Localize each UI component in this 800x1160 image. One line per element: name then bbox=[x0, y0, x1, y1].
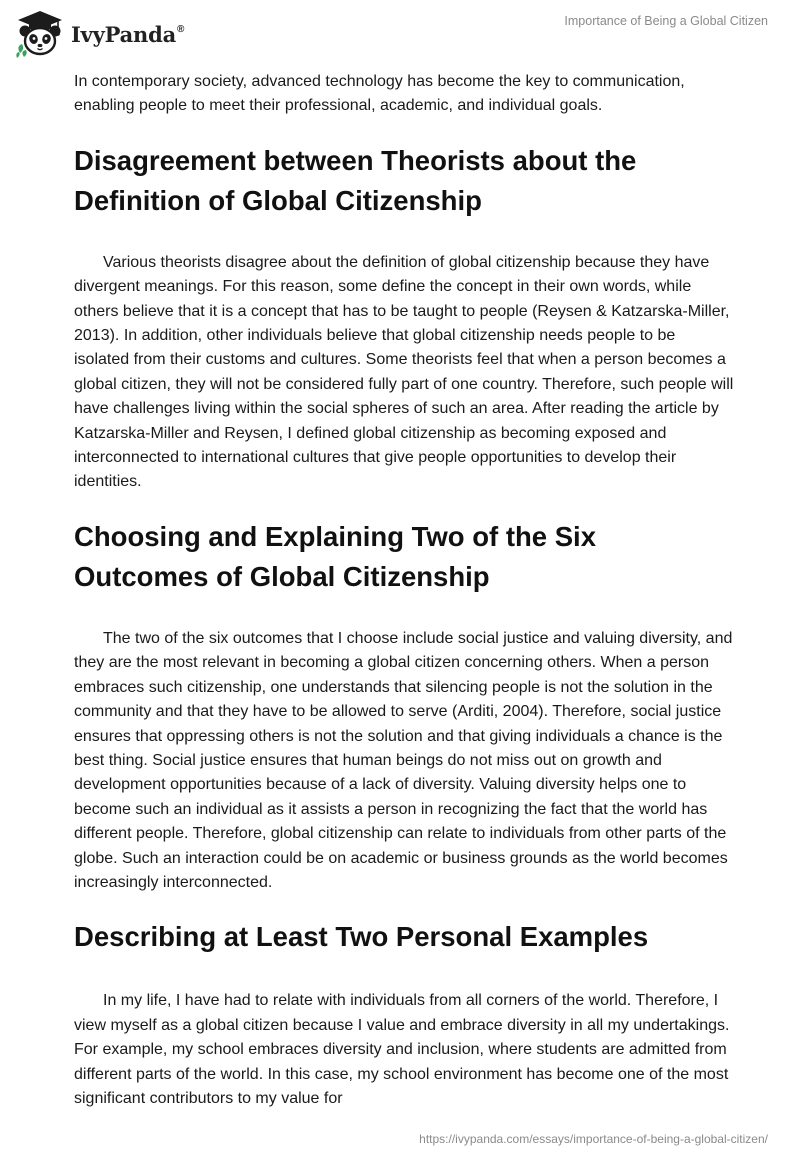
section-paragraph-theorists: Various theorists disagree about the definition of global citizenship because they have divergent meanings. For this reason, some define the concept in their own words, while others believe that it is a concept that has to be taught to people (Reysen & Katzarska-Miller, 2013). In addition, other individuals believe that global citizenship needs people to be isolated from their customs and cultures. Some theorists feel that when a person becomes a global citizen, they will not be considered fully part of one country. Therefore, such people will have challenges living within the social spheres of such an area. After reading the article by Katzarska-Miller and Reysen, I defined global citizenship as becoming exposed and interconnected to international cultures that give people opportunities to develop their identities. bbox=[74, 253, 734, 491]
section-heading-theorists: Disagreement between Theorists about the Definition of Global Citizenship bbox=[74, 144, 637, 216]
section-heading-outcomes: Choosing and Explaining Two of the Six Outcomes of Global Citizenship bbox=[74, 520, 596, 592]
essay-body bbox=[74, 70, 734, 1111]
panda-graduate-icon bbox=[14, 9, 66, 59]
intro-paragraph: In contemporary society, advanced technology has become the key to communication, enabling people to meet their professional, academic, and individual goals. bbox=[74, 73, 685, 115]
section-paragraph-personal-examples: In my life, I have had to relate with individuals from all corners of the world. Therefore, I view myself as a global citizen because I value and embrace diversity in all my undertakings. For example, my school embraces diversity and inclusion, where students are admitted from different parts of the world. In this case, my school environment has become one of the most significant contributors to my value for bbox=[74, 992, 730, 1107]
section-paragraph-outcomes: The two of the six outcomes that I choose include social justice and valuing diversity, and they are the most relevant in becoming a global citizen concerning others. When a person embraces such citizenship, one understands that silencing people is not the solution in the community and that they have to be allowed to serve (Arditi, 2004). Therefore, social justice ensures that oppressing others is not the solution and that giving individuals a chance is the best thing. Social justice ensures that human beings do not miss out on growth and development opportunities because of a lack of diversity. Valuing diversity helps one to become such an individual as it assists a person in recognizing the fact that the world has different people. Therefore, global citizenship can relate to individuals from other parts of the globe. Such an interaction could be on academic or business grounds as the world becomes increasingly interconnected. bbox=[74, 629, 733, 891]
essay-title-header: Importance of Being a Global Citizen bbox=[564, 14, 768, 28]
logo-wordmark: IvyPanda® bbox=[71, 21, 185, 47]
section-heading-personal-examples: Describing at Least Two Personal Examples bbox=[74, 921, 649, 953]
ivypanda-logo[interactable] bbox=[14, 9, 184, 59]
source-url[interactable]: https://ivypanda.com/essays/importance-of-being-a-global-citizen/ bbox=[419, 1132, 768, 1146]
page-header bbox=[0, 0, 800, 64]
registered-mark: ® bbox=[177, 23, 185, 35]
